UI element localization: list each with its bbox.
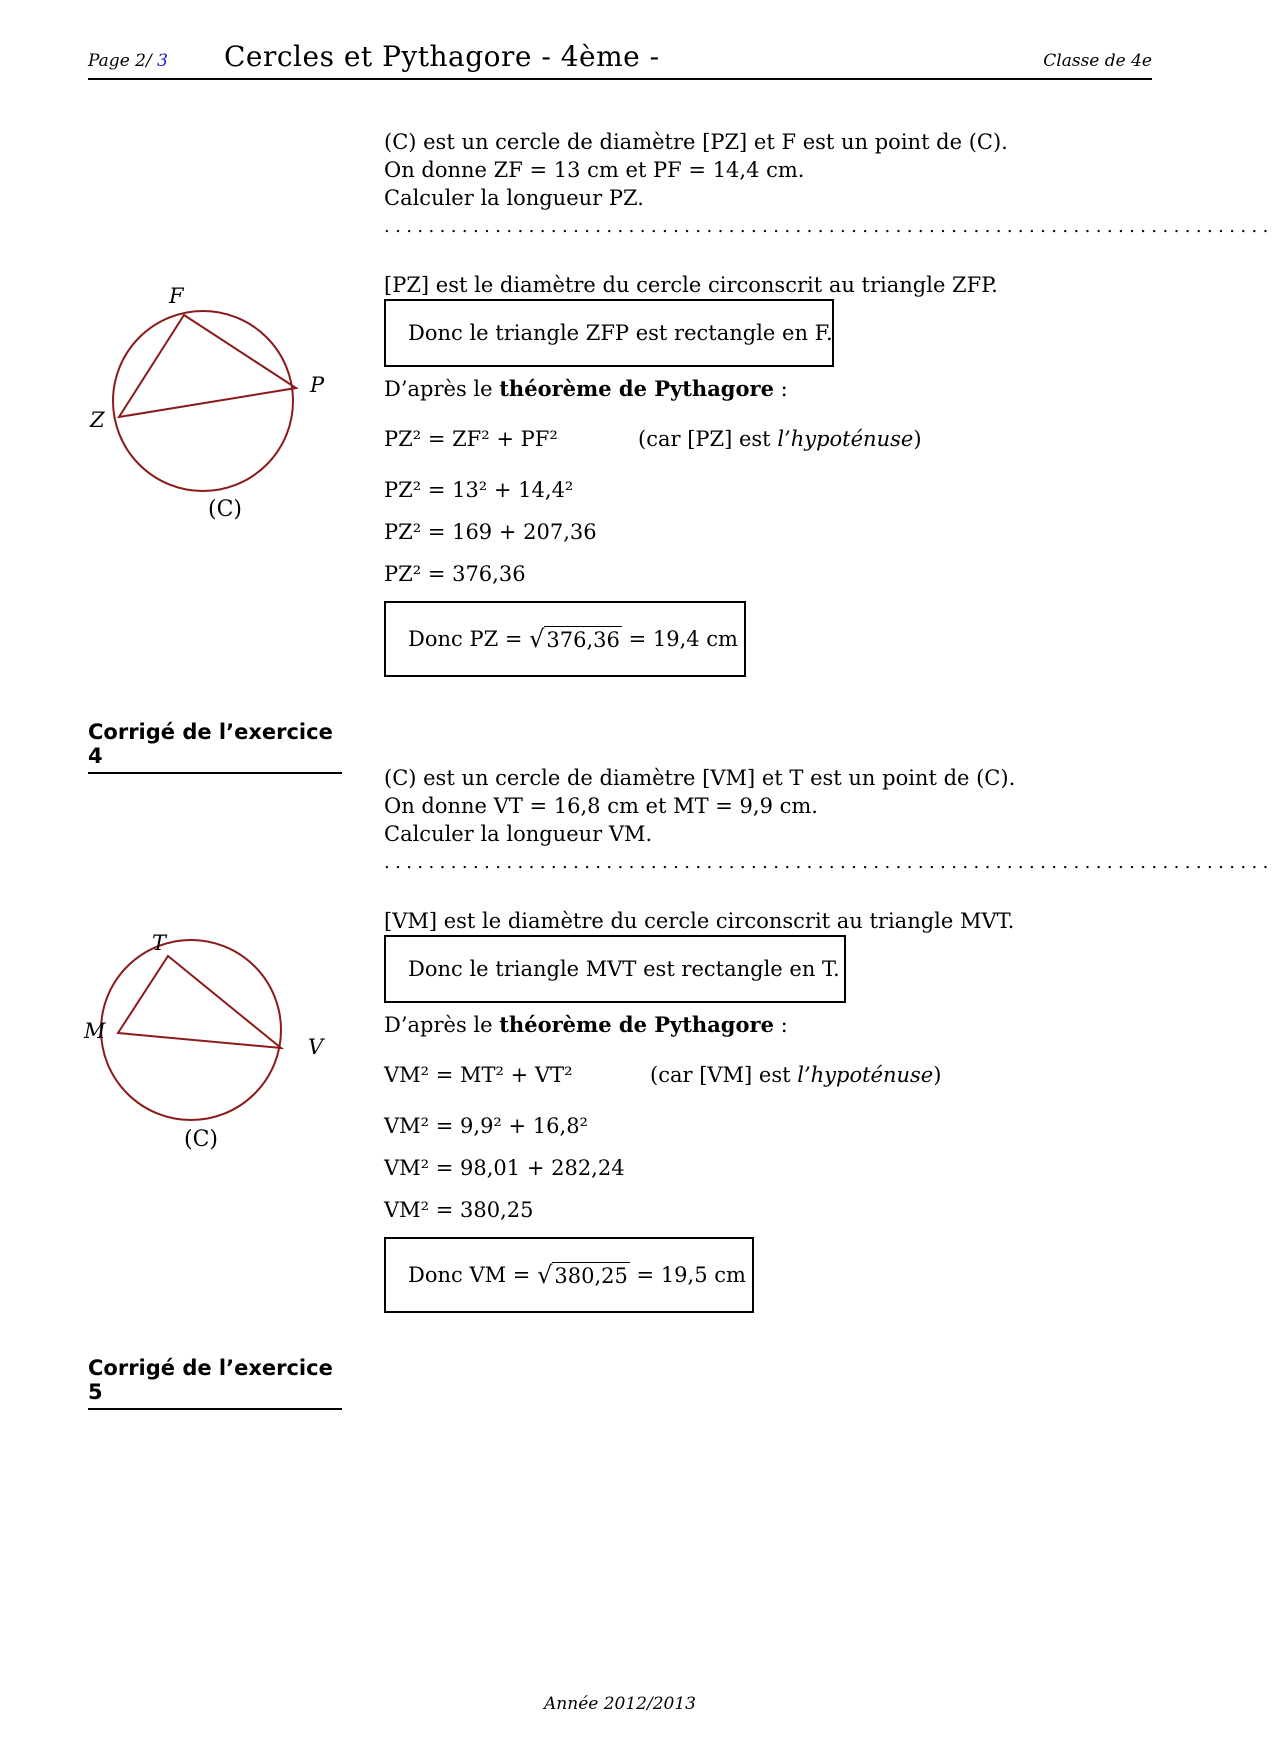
ex3-circumscribed-text: [PZ] est le diamètre du cercle circonscrit au triangle ZFP.: [384, 273, 998, 297]
ex4-right-triangle-box: Donc le triangle MVT est rectangle en T.: [384, 935, 846, 1003]
ex4-statement-line2: On donne VT = 16,8 cm et MT = 9,9 cm.: [384, 794, 818, 818]
ex4-circle: [101, 940, 281, 1120]
footer-year: Année 2012/2013: [544, 1694, 696, 1714]
ex3-step-3: PZ² = 376,36: [384, 562, 526, 586]
ex3-right-triangle-box: Donc le triangle ZFP est rectangle en F.: [384, 299, 834, 367]
ex4-theorem-line: D’après le théorème de Pythagore :: [384, 1012, 788, 1037]
section-4-title: Corrigé de l’exercice 4: [88, 720, 342, 774]
ex3-theorem-line: D’après le théorème de Pythagore :: [384, 376, 788, 401]
ex4-triangle: [118, 956, 281, 1048]
ex3-statement-line2: On donne ZF = 13 cm et PF = 14,4 cm.: [384, 158, 805, 182]
ex3-triangle: [119, 315, 296, 417]
ex4-step-3: VM² = 380,25: [384, 1198, 534, 1222]
ex4-result-box: Donc VM = √ 380,25 = 19,5 cm: [384, 1237, 754, 1313]
ex3-label-f: F: [169, 284, 184, 308]
class-label: Classe de 4e: [1043, 51, 1152, 71]
page-total-link[interactable]: 3: [157, 51, 168, 71]
ex3-circle: [113, 311, 293, 491]
page-title: Cercles et Pythagore - 4ème -: [224, 40, 660, 73]
ex3-figure: [80, 270, 340, 530]
section-5-title: Corrigé de l’exercice 5: [88, 1356, 342, 1410]
ex4-label-m: M: [84, 1019, 106, 1043]
ex4-statement-line3: Calculer la longueur VM.: [384, 822, 653, 846]
ex4-pythagoras-equation: VM² = MT² + VT²: [384, 1063, 573, 1087]
ex4-answer-dots: ................................................................................: [384, 852, 1274, 873]
header-divider: [88, 78, 1152, 80]
ex3-pythagoras-equation: PZ² = ZF² + PF²: [384, 427, 558, 451]
ex3-step-1: PZ² = 13² + 14,4²: [384, 478, 574, 502]
ex3-label-circle: (C): [208, 497, 242, 522]
ex3-label-p: P: [310, 373, 325, 397]
ex4-circumscribed-text: [VM] est le diamètre du cercle circonscrit au triangle MVT.: [384, 909, 1015, 933]
ex4-label-t: T: [152, 931, 167, 955]
ex4-figure: [74, 920, 334, 1170]
ex3-result-box: Donc PZ = √ 376,36 = 19,4 cm: [384, 601, 746, 677]
ex4-label-circle: (C): [184, 1127, 218, 1152]
ex4-hypotenuse-note: (car [VM] est l’hypoténuse): [650, 1063, 942, 1087]
ex4-step-1: VM² = 9,9² + 16,8²: [384, 1114, 588, 1138]
ex3-statement-line1: (C) est un cercle de diamètre [PZ] et F est un point de (C).: [384, 130, 1008, 154]
ex3-hypotenuse-note: (car [PZ] est l’hypoténuse): [638, 427, 922, 451]
ex4-step-2: VM² = 98,01 + 282,24: [384, 1156, 625, 1180]
ex4-label-v: V: [308, 1035, 324, 1059]
ex3-label-z: Z: [90, 408, 105, 432]
ex3-answer-dots: ................................................................................: [384, 216, 1274, 237]
page-number: Page 2/ 3: [88, 51, 168, 71]
ex4-statement-line1: (C) est un cercle de diamètre [VM] et T est un point de (C).: [384, 766, 1016, 790]
ex3-statement-line3: Calculer la longueur PZ.: [384, 186, 644, 210]
ex3-step-2: PZ² = 169 + 207,36: [384, 520, 597, 544]
